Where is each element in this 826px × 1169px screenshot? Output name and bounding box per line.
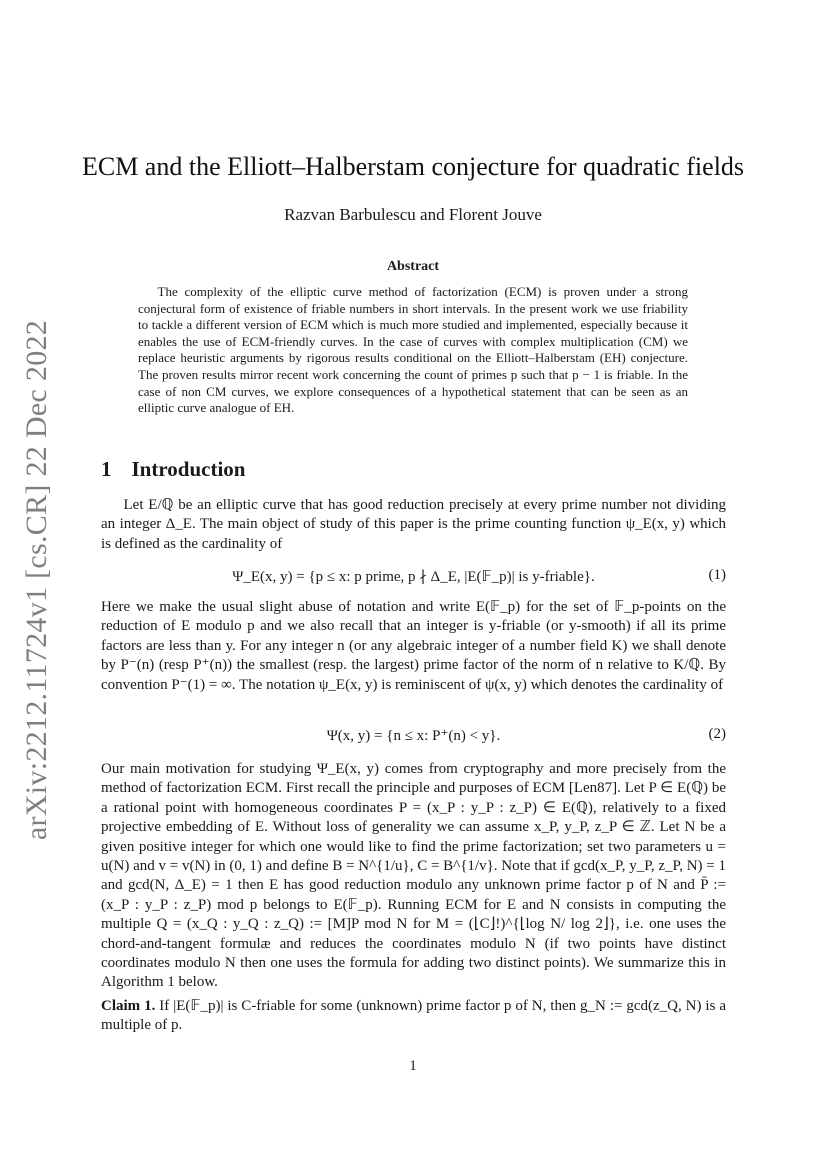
section-number: 1	[101, 457, 112, 481]
section-title: Introduction	[131, 457, 246, 481]
arxiv-stamp[interactable]: arXiv:2212.11724v1 [cs.CR] 22 Dec 2022	[20, 319, 53, 841]
equation-2-body: Ψ(x, y) = {n ≤ x: P⁺(n) < y}.	[326, 728, 501, 744]
equation-1-tag: (1)	[708, 567, 726, 583]
page-number: 1	[409, 1058, 417, 1074]
intro-paragraph-2: Here we make the usual slight abuse of notation and write E(𝔽_p) for the set of 𝔽_p-points on the reduction of E modulo p and we also recall that an integer is y-friable (or y-smooth) if all its prime factors are less than y. For any integer n (or any algebraic integer of a number field K) we shall denote by P⁻(n) (resp P⁺(n)) the smallest (resp. the largest) prime factor of the norm of n relative to K/ℚ. By convention P⁻(1) = ∞. The notation ψ_E(x, y) is reminiscent of ψ(x, y) which denotes the cardinality of	[101, 599, 726, 693]
claim-label: Claim 1.	[101, 998, 156, 1014]
paper-title: ECM and the Elliott–Halberstam conjecture for quadratic fields	[81, 152, 745, 181]
claim-1	[101, 997, 726, 1036]
section-heading	[101, 457, 245, 482]
intro-paragraph-1: Let E/ℚ be an elliptic curve that has good reduction precisely at every prime number not dividing an integer Δ_E. The main object of study of this paper is the prime counting function ψ_E(x, y) which is defined as the cardinality of	[101, 497, 726, 552]
abstract-heading: Abstract	[386, 259, 440, 274]
paper-authors: Razvan Barbulescu and Florent Jouve	[284, 205, 542, 224]
arxiv-stamp-margin	[12, 319, 62, 841]
equation-1-body: Ψ_E(x, y) = {p ≤ x: p prime, p ∤ Δ_E, |E(𝔽_p)| is y-friable}.	[232, 569, 595, 585]
intro-paragraph-3: Our main motivation for studying Ψ_E(x, y) comes from cryptography and more precisely from the method of factorization ECM. First recall the principle and purposes of ECM [Len87]. Let P ∈ E(ℚ) be a rational point with homogeneous coordinates P = (x_P : y_P : z_P) ∈ E(ℚ), relatively to a fixed projective embedding of E. Without loss of generality we can assume x_P, y_P, z_P ∈ ℤ. Let N be a given positive integer for which one would like to find the prime factorization; set two parameters u = u(N) and v = v(N) in (0, 1) and define B = N^{1/u}, C = B^{1/v}. Note that if gcd(x_P, y_P, z_P, N) = 1 and gcd(N, Δ_E) = 1 then E has good reduction modulo any unknown prime factor p of N and P̄ := (x_P : y_P : z_P) mod p belongs to E(𝔽_p). Running ECM for E and N consists in computing the multiple Q = (x_Q : y_Q : z_Q) := [M]P mod N for M = (⌊C⌋!)^{⌊log N/ log 2⌋}, i.e. one uses the chord-and-tangent formulæ and reduces the coordinates modulo N (if two points have distinct coordinates modulo N then one uses the formula for adding two distinct points). We summarize this in Algorithm 1 below.	[101, 761, 726, 991]
claim-text: If |E(𝔽_p)| is C-friable for some (unknown) prime factor p of N, then g_N := gcd(z_Q, N) is a multiple of p.	[101, 998, 727, 1034]
equation-2	[101, 726, 726, 748]
equation-2-tag: (2)	[708, 726, 726, 742]
equation-1	[101, 567, 726, 589]
abstract-text: The complexity of the elliptic curve method of factorization (ECM) is proven under a strong conjectural form of existence of friable numbers in short intervals. In the present work we use friability to tackle a different version of ECM which is much more studied and implemented, especially because it enables the use of ECM-friendly curves. In the case of curves with complex multiplication (CM) we replace heuristic arguments by rigorous results conditional on the Elliott–Halberstam (EH) conjecture. The proven results mirror recent work concerning the count of primes p such that p − 1 is friable. In the case of non CM curves, we explore consequences of a hypothetical statement that can be seen as an elliptic curve analogue of EH.	[138, 284, 688, 416]
